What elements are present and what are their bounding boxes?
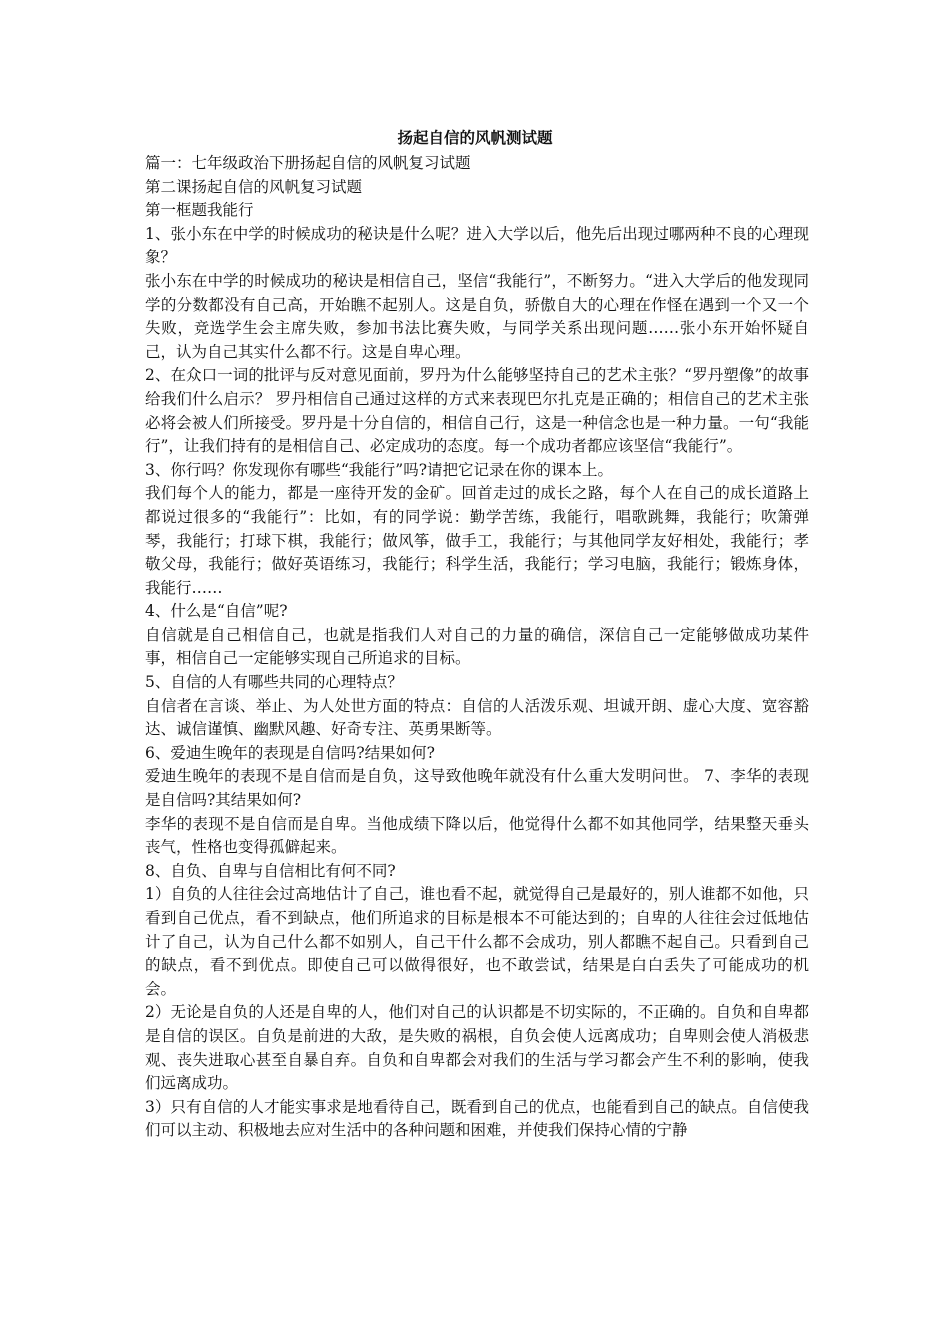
question-1: 1、张小东在中学的时候成功的秘诀是什么呢？进入大学以后，他先后出现过哪两种不良的心理现象？: [145, 224, 809, 267]
answer-7: 李华的表现不是自信而是自卑。当他成绩下降以后，他觉得什么都不如其他同学，结果整天垂头丧气，性格也变得孤僻起来。: [145, 814, 809, 857]
frame-heading: 第一框题我能行: [145, 201, 254, 220]
question-6: 6、爱迪生晚年的表现是自信吗?结果如何?: [145, 743, 435, 762]
answer-8-part-3: 3）只有自信的人才能实事求是地看待自己，既看到自己的优点，也能看到自己的缺点。自信使我们可以主动、积极地去应对生活中的各种问题和困难，并使我们保持心情的宁静: [145, 1097, 809, 1140]
answer-4: 自信就是自己相信自己，也就是指我们人对自己的力量的确信，深信自己一定能够做成功某件事，相信自己一定能够实现自己所追求的目标。: [145, 625, 809, 668]
document-title: 扬起自信的风帆测试题: [397, 128, 553, 147]
document-body: [145, 152, 809, 1143]
question-4: 4、什么是“自信”呢?: [145, 602, 288, 621]
lesson-heading: 第二课扬起自信的风帆复习试题: [145, 177, 363, 196]
question-5: 5、自信的人有哪些共同的心理特点？: [145, 673, 403, 692]
answer-8-part-2: 2）无论是自负的人还是自卑的人，他们对自己的认识都是不切实际的，不正确的。自负和自卑都是自信的误区。自负是前进的大敌，是失败的祸根，自负会使人远离成功；自卑则会使人消极悲观、丧失进取心甚至自暴自弃。自负和自卑都会对我们的生活与学习都会产生不利的影响，使我们远离成功。: [145, 1003, 809, 1093]
answer-5: 自信者在言谈、举止、为人处世方面的特点：自信的人活泼乐观、坦诚开朗、虚心大度、宽容豁达、诚信谨慎、幽默风趣、好奇专注、英勇果断等。: [145, 696, 809, 739]
question-8: 8、自负、自卑与自信相比有何不同?: [145, 861, 396, 880]
question-3: 3、你行吗？你发现你有哪些“我能行”吗?请把它记录在你的课本上。: [145, 460, 614, 479]
answer-3: 我们每个人的能力，都是一座待开发的金矿。回首走过的成长之路，每个人在自己的成长道路上都说过很多的“我能行”：比如，有的同学说：勤学苦练，我能行，唱歌跳舞，我能行；吹箫弹琴，我能行；打球下棋，我能行；做风筝，做手工，我能行；与其他同学友好相处，我能行；孝敬父母，我能行；做好英语练习，我能行；科学生活，我能行；学习电脑，我能行；锻炼身体，我能行……: [145, 484, 809, 597]
answer-1: 张小东在中学的时候成功的秘诀是相信自己，坚信“我能行”，不断努力。“进入大学后的他发现同学的分数都没有自己高，开始瞧不起别人。这是自负，骄傲自大的心理在作怪在遇到一个又一个失败，竞选学生会主席失败，参加书法比赛失败，与同学关系出现问题……张小东开始怀疑自己，认为自己其实什么都不行。这是自卑心理。: [145, 271, 809, 361]
question-2-and-answer: 2、在众口一词的批评与反对意见面前，罗丹为什么能够坚持自己的艺术主张？“罗丹塑像”的故事给我们什么启示？ 罗丹相信自己通过这样的方式来表现巴尔扎克是正确的；相信自己的艺术主张必将会被人们所接受。罗丹是十分自信的，相信自己行，这是一种信念也是一种力量。一句“我能行”，让我们持有的是相信自己、必定成功的态度。每一个成功者都应该坚信“我能行”。: [145, 366, 809, 456]
section-heading: 篇一：七年级政治下册扬起自信的风帆复习试题: [145, 154, 471, 172]
answer-6-question-7: 爱迪生晚年的表现不是自信而是自负，这导致他晚年就没有什么重大发明问世。 7、李华的表现是自信吗?其结果如何?: [145, 767, 809, 810]
answer-8-part-1: 1）自负的人往往会过高地估计了自己，谁也看不起，就觉得自己是最好的，别人谁都不如他，只看到自己优点，看不到缺点，他们所追求的目标是根本不可能达到的；自卑的人往往会过低地估计了自己，认为自己什么都不如别人，自己干什么都不会成功，别人都瞧不起自己。只看到自己的缺点，看不到优点。即使自己可以做得很好，也不敢尝试，结果是白白丢失了可能成功的机会。: [145, 885, 809, 998]
